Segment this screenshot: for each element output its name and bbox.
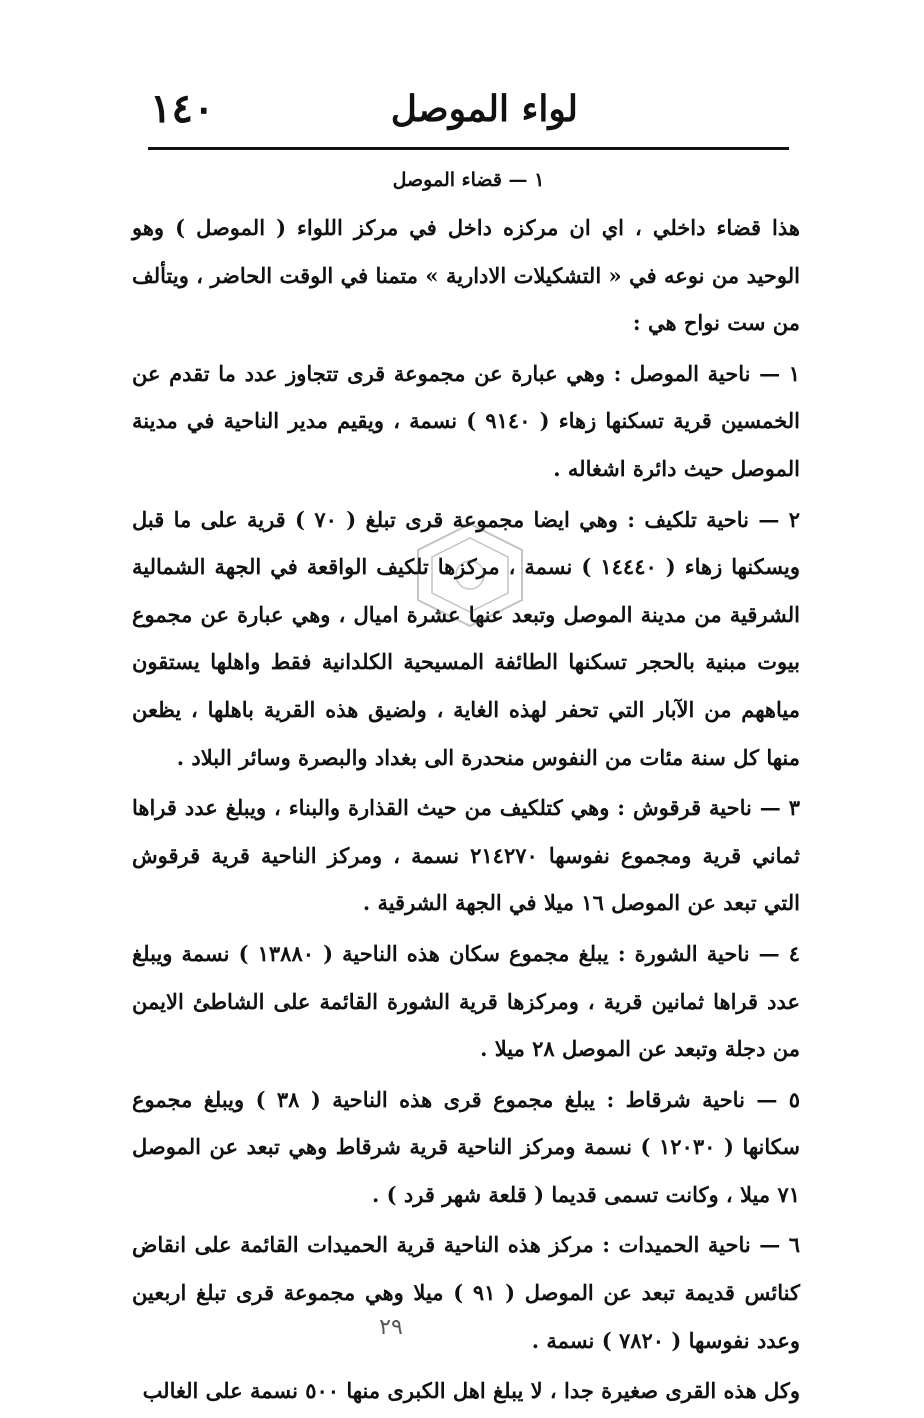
paragraph-shura-subdistrict: ٤ — ناحية الشورة : يبلغ مجموع سكان هذه الناحية ( ١٣٨٨٠ ) نسمة ويبلغ عدد قراها ثمانين قرية ، ومركزها قرية الشورة القائمة على الشاطئ الايمن من دجلة وتبعد عن الموصل ٢٨ ميلا . xyxy=(132,940,800,1062)
paragraph-mosul-subdistrict: ١ — ناحية الموصل : وهي عبارة عن مجموعة قرى تتجاوز عدد ما تقدم عن الخمسين قرية تسكنها زهاء ( ٩١٤٠ ) نسمة ، ويقيم مدير الناحية في مدينة الموصل حيث دائرة اشغاله . xyxy=(132,360,800,481)
paragraph-hamidat-subdistrict: ٦ — ناحية الحميدات : مركز هذه الناحية قرية الحميدات القائمة على انقاض كنائس قديمة تبعد عن الموصل ( ٩١ ) ميلا وهي مجموعة قرى تبلغ اربعين وعدد نفوسها ( ٧٨٢٠ ) نسمة . xyxy=(132,1232,800,1353)
section-heading: ١ — قضاء الموصل xyxy=(392,169,545,191)
paragraph-qaraqosh-subdistrict: ٣ — ناحية قرقوش : وهي كتلكيف من حيث القذارة والبناء ، ويبلغ عدد قراها ثماني قرية ومجموع نفوسها ٢١٤٢٧٠ نسمة ، ومركز الناحية قرية قرقوش التي تبعد عن الموصل ١٦ ميلا في الجهة الشرقية . xyxy=(132,795,800,916)
paragraph-tilkaif-subdistrict: ٢ — ناحية تلكيف : وهي ايضا مجموعة قرى تبلغ ( ٧٠ ) قرية على ما قبل ويسكنها زهاء ( ١٤٤٤٠ ) نسمة ، مركزها تلكيف الواقعة في الجهة الشمالية الشرقية من مدينة الموصل وتبعد عنها عشرة اميال ، وهي عبارة عن مجموع بيوت مبنية بالحجر تسكنها الطائفة المسيحية الكلدانية فقط واهلها يستقون مياههم من الآبار التي تحفر لهذه الغاية ، ولضيق هذه القرية باهلها ، يظعن منها كل سنة مئات من النفوس منحدرة الى بغداد والبصرة وسائر البلاد . xyxy=(132,506,801,770)
footer-mark: ٢٩ xyxy=(379,1315,403,1340)
paragraph-intro: هذا قضاء داخلي ، اي ان مركزه داخل في مركز اللواء ( الموصل ) وهو الوحيد من نوعه في « التشكيلات الادارية » متمنا في الوقت الحاضر ، ويتألف من ست نواح هي : xyxy=(132,215,800,336)
header-rule xyxy=(148,147,789,150)
paragraph-closing: وكل هذه القرى صغيرة جدا ، لا يبلغ اهل الكبرى منها ٥٠٠ نسمة على الغالب xyxy=(142,1378,800,1404)
library-stamp-icon xyxy=(410,520,530,630)
paragraph-sharqat-subdistrict: ٥ — ناحية شرقاط : يبلغ مجموع قرى هذه الناحية ( ٣٨ ) ويبلغ مجموع سكانها ( ١٢٠٣٠ ) نسمة ومركز الناحية قرية شرقاط وهي تبعد عن الموصل ٧١ ميلا ، وكانت تسمى قديما ( قلعة شهر قرد ) . xyxy=(132,1086,800,1207)
running-title: لواء الموصل xyxy=(390,88,578,130)
page-number: ١٤٠ xyxy=(150,85,215,132)
body-text xyxy=(132,204,800,1418)
